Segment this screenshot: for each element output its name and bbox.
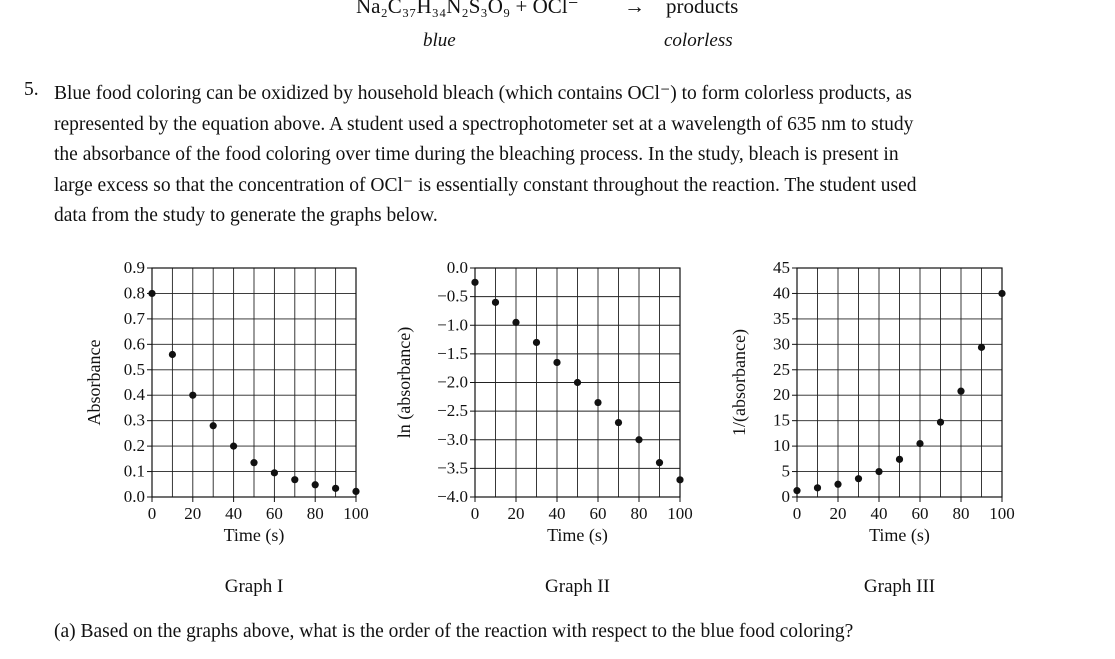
equation-reactants: Na₂C₃₇H₃₄N₂S₃O₉ + OCl⁻ xyxy=(356,0,579,18)
question-line: the absorbance of the food coloring over time during the bleaching process. In the study, bleach is present in xyxy=(54,144,899,165)
x-tick-label: 100 xyxy=(989,504,1015,523)
data-point xyxy=(594,399,601,406)
x-tick-label: 20 xyxy=(507,504,525,523)
y-tick-label: 0.1 xyxy=(123,461,145,481)
y-tick-label: 0.7 xyxy=(123,308,145,328)
data-point xyxy=(615,419,622,426)
data-point xyxy=(855,475,862,482)
y-tick-label: 30 xyxy=(773,334,790,354)
y-tick-label: 0 xyxy=(781,487,790,506)
question-number: 5. xyxy=(24,79,39,100)
x-axis-title: Time (s) xyxy=(869,525,930,545)
data-point xyxy=(271,469,278,476)
y-tick-label: 0.5 xyxy=(123,359,145,379)
y-tick-label: −1.5 xyxy=(437,343,468,363)
x-tick-label: 0 xyxy=(792,504,802,523)
x-axis-title: Time (s) xyxy=(547,525,608,545)
data-point xyxy=(210,422,217,429)
data-point xyxy=(230,443,237,450)
data-point xyxy=(676,476,683,483)
y-tick-label: −2.0 xyxy=(437,372,468,392)
data-point xyxy=(250,459,257,466)
data-point xyxy=(875,468,882,475)
x-tick-label: 20 xyxy=(184,504,202,523)
x-tick-label: 80 xyxy=(952,504,970,523)
data-point xyxy=(492,299,499,306)
data-point xyxy=(189,392,196,399)
y-tick-label: −1.0 xyxy=(437,315,468,335)
data-point xyxy=(169,351,176,358)
y-tick-label: −3.5 xyxy=(437,458,468,478)
data-point xyxy=(533,339,540,346)
data-point xyxy=(814,484,821,491)
data-point xyxy=(312,481,319,488)
x-tick-label: 20 xyxy=(829,504,847,523)
x-tick-label: 60 xyxy=(265,504,283,523)
question-line: represented by the equation above. A student used a spectrophotometer set at a wavelength of 635 nm to study xyxy=(54,113,914,135)
y-tick-label: 40 xyxy=(773,283,790,303)
data-point xyxy=(957,388,964,395)
x-tick-label: 0 xyxy=(470,504,480,523)
y-tick-label: −2.5 xyxy=(437,401,468,421)
x-tick-label: 60 xyxy=(589,504,607,523)
x-tick-label: 80 xyxy=(306,504,324,523)
x-axis-title: Time (s) xyxy=(223,525,285,545)
graph-title: Graph I xyxy=(224,576,284,597)
y-axis-title: Absorbance xyxy=(84,339,104,426)
data-point xyxy=(656,459,663,466)
y-tick-label: 0.6 xyxy=(123,334,145,354)
y-tick-label: 0.0 xyxy=(123,487,145,506)
question-line: Blue food coloring can be oxidized by household bleach (which contains OCl⁻) to form colorless products, as xyxy=(54,83,912,104)
x-tick-label: 80 xyxy=(630,504,648,523)
question-part-a: (a) Based on the graphs above, what is the order of the reaction with respect to the blue food coloring? xyxy=(54,621,854,642)
data-point xyxy=(998,290,1005,297)
data-point xyxy=(896,456,903,463)
y-tick-label: 25 xyxy=(773,359,790,379)
y-tick-label: 15 xyxy=(773,410,790,430)
y-tick-label: 45 xyxy=(773,258,790,277)
data-point xyxy=(148,290,155,297)
data-point xyxy=(574,379,581,386)
question-line: data from the study to generate the graphs below. xyxy=(54,205,438,226)
data-point xyxy=(553,359,560,366)
data-point xyxy=(635,436,642,443)
y-axis-title: 1/(absorbance) xyxy=(729,329,749,436)
data-point xyxy=(834,481,841,488)
y-tick-label: 5 xyxy=(781,461,790,481)
y-tick-label: −0.5 xyxy=(437,286,468,306)
data-point xyxy=(291,476,298,483)
data-point xyxy=(937,419,944,426)
y-tick-label: 10 xyxy=(773,436,790,456)
data-point xyxy=(352,488,359,495)
reactant-color-label: blue xyxy=(423,30,456,51)
y-tick-label: 0.9 xyxy=(123,258,145,277)
product-color-label: colorless xyxy=(664,30,733,51)
y-tick-label: −4.0 xyxy=(437,487,468,506)
data-point xyxy=(978,344,985,351)
y-tick-label: 35 xyxy=(773,308,790,328)
y-tick-label: −3.0 xyxy=(437,429,468,449)
reaction-arrow: → xyxy=(624,0,645,18)
data-point xyxy=(916,440,923,447)
x-tick-label: 60 xyxy=(911,504,929,523)
graph-title: Graph II xyxy=(545,576,610,597)
data-point xyxy=(471,279,478,286)
x-tick-label: 0 xyxy=(147,504,157,523)
y-tick-label: 0.0 xyxy=(446,258,468,277)
x-tick-label: 40 xyxy=(870,504,888,523)
equation-products: products xyxy=(666,0,739,18)
x-tick-label: 100 xyxy=(343,504,369,523)
graph-title: Graph III xyxy=(863,576,936,597)
y-axis-title: ln (absorbance) xyxy=(394,326,414,439)
x-tick-label: 40 xyxy=(225,504,243,523)
y-tick-label: 0.8 xyxy=(123,283,145,303)
y-tick-label: 0.2 xyxy=(123,436,145,456)
data-point xyxy=(332,485,339,492)
y-tick-label: 0.4 xyxy=(123,385,145,405)
data-point xyxy=(512,319,519,326)
y-tick-label: 0.3 xyxy=(123,410,145,430)
y-tick-label: 20 xyxy=(773,385,790,405)
x-tick-label: 40 xyxy=(548,504,566,523)
x-tick-label: 100 xyxy=(667,504,693,523)
data-point xyxy=(793,487,800,494)
question-line: large excess so that the concentration of OCl⁻ is essentially constant throughout the reaction. The student used xyxy=(54,174,917,196)
